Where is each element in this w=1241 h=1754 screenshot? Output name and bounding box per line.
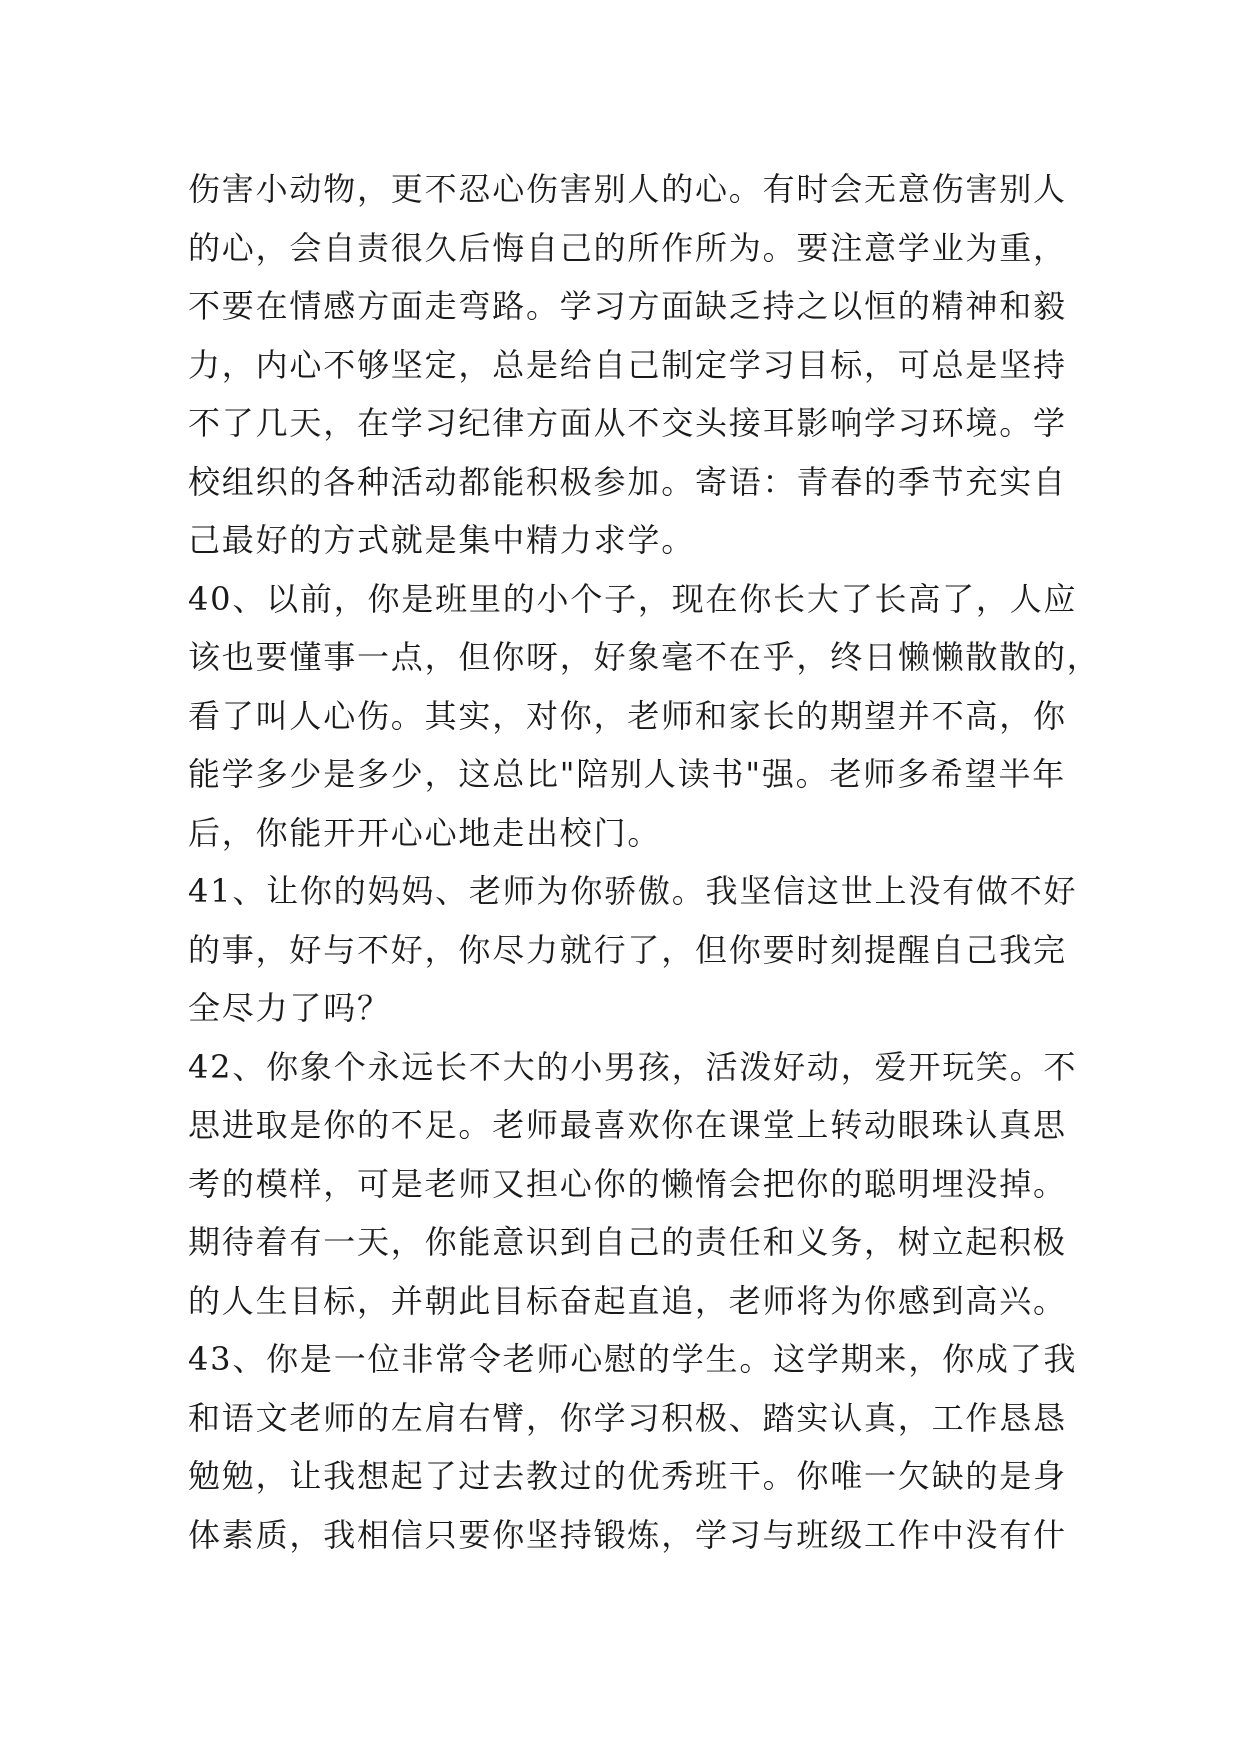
text-line: 期待着有一天，你能意识到自己的责任和义务，树立起积极 [188,1223,1067,1261]
text-line: 体素质，我相信只要你坚持锻炼，学习与班级工作中没有什 [188,1515,1067,1554]
text-line: 看了叫人心伤。其实，对你，老师和家长的期望并不高，你 [188,696,1067,735]
text-line: 的人生目标，并朝此目标奋起直追，老师将为你感到高兴。 [188,1281,1067,1320]
text-line: 的心，会自责很久后悔自己的所作所为。要注意学业为重， [188,228,1067,267]
text-line: 和语文老师的左肩右臂，你学习积极、踏实认真，工作恳恳 [188,1398,1067,1437]
text-line: 能学多少是多少，这总比"陪别人读书"强。老师多希望半年 [188,755,1067,793]
text-line: 勉勉，让我想起了过去教过的优秀班干。你唯一欠缺的是身 [188,1457,1067,1495]
text-line: 42、你象个永远长不大的小男孩，活泼好动，爱开玩笑。不 [188,1047,1078,1086]
text-line: 伤害小动物，更不忍心伤害别人的心。有时会无意伤害别人 [188,170,1067,208]
text-line: 该也要懂事一点，但你呀，好象毫不在乎，终日懒懒散散的， [188,638,1101,676]
text-line: 力，内心不够坚定，总是给自己制定学习目标，可总是坚持 [188,345,1067,384]
text-line: 的事，好与不好，你尽力就行了，但你要时刻提醒自己我完 [188,930,1067,969]
text-line: 41、让你的妈妈、老师为你骄傲。我坚信这世上没有做不好 [188,872,1078,910]
text-line: 全尽力了吗？ [188,989,391,1027]
text-line: 不了几天，在学习纪律方面从不交头接耳影响学习环境。学 [188,404,1067,442]
text-line: 40、以前，你是班里的小个子，现在你长大了长高了，人应 [188,579,1078,618]
text-line: 己最好的方式就是集中精力求学。 [188,521,696,559]
text-line: 43、你是一位非常令老师心慰的学生。这学期来，你成了我 [188,1340,1078,1378]
text-line: 不要在情感方面走弯路。学习方面缺乏持之以恒的精神和毅 [188,287,1067,325]
text-line: 思进取是你的不足。老师最喜欢你在课堂上转动眼珠认真思 [188,1106,1067,1144]
text-line: 考的模样，可是老师又担心你的懒惰会把你的聪明埋没掉。 [188,1164,1067,1203]
text-line: 校组织的各种活动都能积极参加。寄语：青春的季节充实自 [188,462,1067,501]
body-text [188,160,1101,1564]
text-line: 后，你能开开心心地走出校门。 [188,813,662,852]
